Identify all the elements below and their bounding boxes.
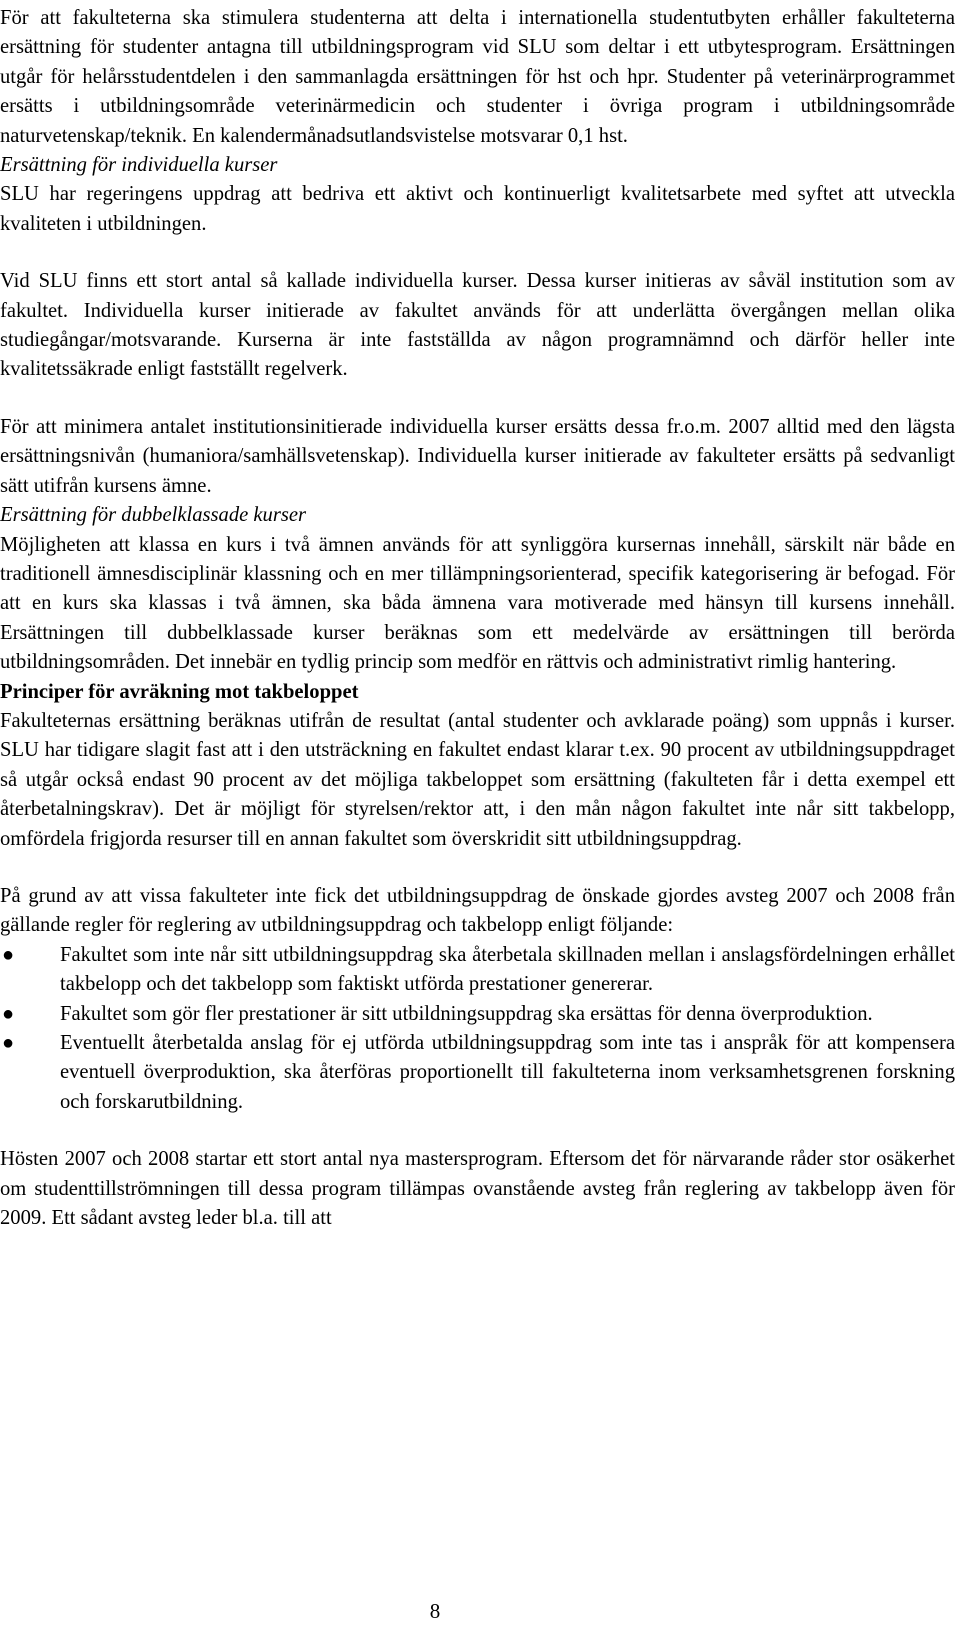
bullet-list bbox=[0, 941, 955, 1117]
paragraph-intro: För att fakulteterna ska stimulera studenterna att delta i internationella studentutbyten erhåller fakulteterna ersättning för studenter antagna till utbildningsprogram vid SLU som deltar i ett utbytesprogram. Ersättningen utgår för helårsstudentdelen i den sammanlagda ersättningen för hst och hpr. Studenter på veterinärprogrammet ersätts i utbildningsområde veterinärmedicin och studenter i övriga program i utbildningsområde naturvetenskap/teknik. En kalendermånadsutlandsvistelse motsvarar 0,1 hst. bbox=[0, 7, 955, 147]
paragraph-dubbelklassade-1: Möjligheten att klassa en kurs i två ämnen används för att synliggöra kursernas innehåll, särskilt när både en traditionell ämnesdisciplinär klassning och en mer tillämpningsorienterad, specifik kategorisering är befogad. För att en kurs ska klassas i två ämnen, ska båda ämnena vara motiverade med hänsyn till kursens innehåll. Ersättningen till dubbelklassade kurser beräknas som ett medelvärde av ersättningen till berörda utbildningsområden. Det innebär en tydlig princip som medför en rättvis och administrativt rimlig hantering. bbox=[0, 533, 955, 674]
paragraph-principer-1: Fakulteternas ersättning beräknas utifrån de resultat (antal studenter och avklarade poäng) som uppnås i kurser. SLU har tidigare slagit fast att i den utsträckning en fakultet endast klarar t.ex. 90 procent av utbildningsuppdraget så utgår också endast 90 procent av det möjliga takbeloppet som ersättning (fakulteten får i detta exempel ett återbetalningskrav). Det är möjligt för styrelsen/rektor att, i den mån någon fakultet inte når sitt takbelopp, omfördela frigjorda resurser till en annan fakultet som överskridit sitt utbildningsuppdrag. bbox=[0, 709, 955, 850]
bullet-icon: ● bbox=[2, 1002, 15, 1025]
paragraph-final: Hösten 2007 och 2008 startar ett stort antal nya mastersprogram. Eftersom det för närvarande råder stor osäkerhet om studenttillströmningen till dessa program tillämpas ovanstående avsteg från reglering av takbelopp även för 2009. Ett sådant avsteg leder bl.a. till att bbox=[0, 1148, 955, 1230]
page-number: 8 bbox=[429, 1599, 441, 1623]
list-item bbox=[0, 941, 955, 1000]
list-item-text: Fakultet som gör fler prestationer är sitt utbildningsuppdrag ska ersättas för denna överproduktion. bbox=[60, 1002, 873, 1025]
paragraph-principer-2: På grund av att vissa fakulteter inte fick det utbildningsuppdrag de önskade gjordes avsteg 2007 och 2008 från gällande regler för reglering av utbildningsuppdrag och takbelopp enligt följande: bbox=[0, 884, 955, 937]
heading-individuella-kurser: Ersättning för individuella kurser bbox=[0, 154, 278, 177]
list-item-text: Fakultet som inte når sitt utbildningsuppdrag ska återbetala skillnaden mellan i anslagsfördelningen erhållet takbelopp och det takbelopp som faktiskt utförda prestationer genererar. bbox=[60, 943, 955, 996]
list-item bbox=[0, 1000, 955, 1029]
paragraph-individuella-2: Vid SLU finns ett stort antal så kallade individuella kurser. Dessa kurser initieras av såväl institution som av fakultet. Individuella kurser initierade av fakultet används för att underlätta övergången mellan olika studiegångar/motsvarande. Kurserna är inte fastställda av någon programnämnd och därför heller inte kvalitetssäkrade enligt fastställt regelverk. bbox=[0, 270, 955, 381]
document-body bbox=[0, 4, 955, 1233]
heading-dubbelklassade-kurser: Ersättning för dubbelklassade kurser bbox=[0, 504, 307, 527]
heading-principer-avrakning: Principer för avräkning mot takbeloppet bbox=[0, 680, 359, 703]
list-item bbox=[0, 1029, 955, 1117]
paragraph-individuella-1: SLU har regeringens uppdrag att bedriva ett aktivt och kontinuerligt kvalitetsarbete med syftet att utveckla kvaliteten i utbildningen. bbox=[0, 183, 955, 235]
list-item-text: Eventuellt återbetalda anslag för ej utförda utbildningsuppdrag som inte tas i anspråk för att kompensera eventuell överproduktion, ska återföras proportionellt till fakulteterna inom verksamhetsgrenen forskning och forskarutbildning. bbox=[60, 1032, 955, 1113]
bullet-icon: ● bbox=[2, 943, 15, 966]
bullet-icon: ● bbox=[2, 1032, 15, 1054]
paragraph-individuella-3: För att minimera antalet institutionsinitierade individuella kurser ersätts dessa fr.o.m. 2007 alltid med den lägsta ersättningsnivån (humaniora/samhällsvetenskap). Individuella kurser initierade av fakulteter ersätts på sedvanligt sätt utifrån kursens ämne. bbox=[0, 415, 955, 497]
